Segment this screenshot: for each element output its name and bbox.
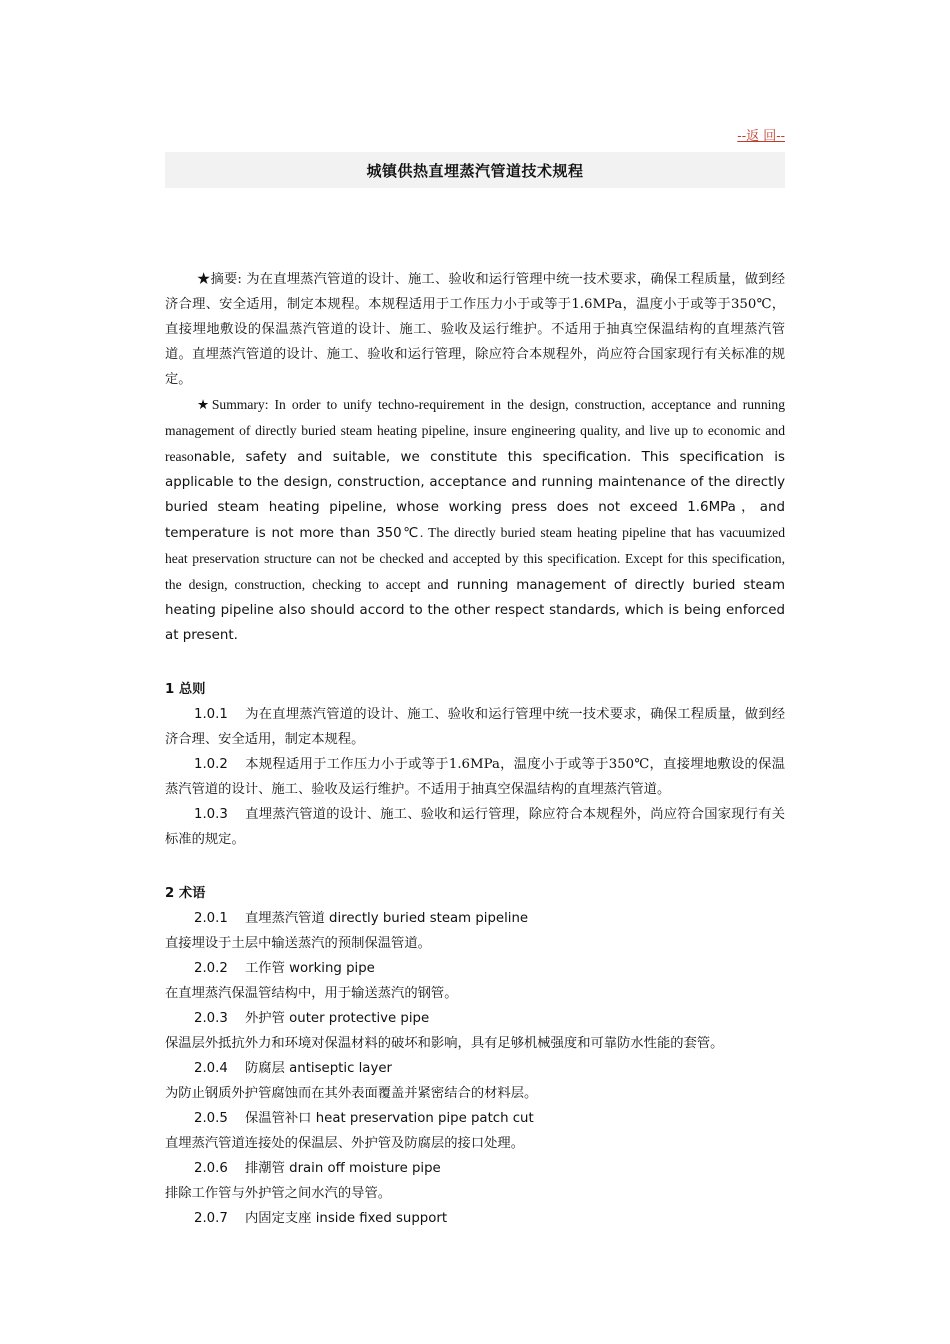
term-definition: 在直埋蒸汽保温管结构中，用于输送蒸汽的钢管。 [165,986,458,1001]
clause-1-0-1 [165,702,785,752]
document-body [165,267,785,1231]
page-title: 城镇供热直埋蒸汽管道技术规程 [366,161,584,180]
term-en: drain off moisture pipe [289,1161,441,1176]
clause-text: 直埋蒸汽管道的设计、施工、验收和运行管理，除应符合本规程外，尚应符合国家现行有关标准的规定。 [165,807,785,847]
abstract-en-part2: nable, safety and suitable, we constitute this specification. This specification is applicable to the design, construction, acceptance and running maintenance of the directly buried steam heating pipeline, whose working press does not exceed 1.6MPa，and temperature is not more than 350℃ [165,450,785,541]
clause-number: 1.0.1 [194,707,228,722]
term-cn: 保温管补口 [245,1111,312,1126]
clause-number: 1.0.3 [194,807,228,822]
term-en: directly buried steam pipeline [329,911,529,926]
abstract-english [165,392,785,648]
term-number: 2.0.2 [194,961,228,976]
term-en: inside fixed support [315,1211,448,1226]
term-definition: 直埋蒸汽管道连接处的保温层、外护管及防腐层的接口处理。 [165,1136,525,1151]
term-cn: 外护管 [245,1011,285,1026]
term-2-0-1 [165,906,785,931]
term-2-0-7 [165,1206,785,1231]
term-en: working pipe [289,961,375,976]
term-cn: 内固定支座 [245,1211,312,1226]
term-2-0-6 [165,1156,785,1181]
term-definition: 排除工作管与外护管之间水汽的导管。 [165,1186,392,1201]
clause-text: 为在直埋蒸汽管道的设计、施工、验收和运行管理中统一技术要求，确保工程质量，做到经济合理、安全适用，制定本规程。 [165,707,785,747]
back-link-row [165,128,785,146]
term-number: 2.0.4 [194,1061,228,1076]
clause-1-0-2 [165,752,785,802]
abstract-en-part1: ★Summary: In order to unify techno-requirement in the design, construction, acceptance and running management of directly buried steam heating pipeline, insure engineering quality, and live up to economic and reaso [165,397,785,464]
term-cn: 排潮管 [245,1161,285,1176]
term-cn: 工作管 [245,961,285,976]
chapter-heading-general: 1 总则 [165,682,206,697]
term-2-0-5 [165,1106,785,1131]
abstract-chinese: ★摘要: 为在直埋蒸汽管道的设计、施工、验收和运行管理中统一技术要求，确保工程质量，做到经济合理、安全适用，制定本规程。本规程适用于工作压力小于或等于1.6MPa，温度小于或等于350℃，直接埋地敷设的保温蒸汽管道的设计、施工、验收及运行维护。不适用于抽真空保温结构的直埋蒸汽管道。直埋蒸汽管道的设计、施工、验收和运行管理，除应符合本规程外，尚应符合国家现行有关标准的规定。 [165,272,785,387]
term-en: heat preservation pipe patch cut [315,1111,534,1126]
term-2-0-4 [165,1056,785,1081]
term-number: 2.0.5 [194,1111,228,1126]
term-en: outer protective pipe [289,1011,430,1026]
term-definition: 为防止钢质外护管腐蚀而在其外表面覆盖并紧密结合的材料层。 [165,1086,538,1101]
clause-text: 本规程适用于工作压力小于或等于1.6MPa，温度小于或等于350℃，直接埋地敷设的保温蒸汽管道的设计、施工、验收及运行维护。不适用于抽真空保温结构的直埋蒸汽管道。 [165,757,785,797]
term-number: 2.0.3 [194,1011,228,1026]
term-2-0-2 [165,956,785,981]
chapter-heading-terms: 2 术语 [165,886,206,901]
term-cn: 直埋蒸汽管道 [245,911,325,926]
term-2-0-3 [165,1006,785,1031]
abstract-en-part3: . The directly buried steam heating pipeline that has vacuumized heat preservation structure can not be checked and accepted by this specification. Except for this specification, the design, construction, checking to accept an [165,525,785,592]
term-number: 2.0.7 [194,1211,228,1226]
term-cn: 防腐层 [245,1061,285,1076]
term-definition: 直接埋设于土层中输送蒸汽的预制保温管道。 [165,936,431,951]
term-number: 2.0.6 [194,1161,228,1176]
term-en: antiseptic layer [289,1061,392,1076]
back-link[interactable]: --返 回-- [737,129,785,144]
term-number: 2.0.1 [194,911,228,926]
clause-1-0-3 [165,802,785,852]
abstract-en-part4: d running management of directly buried steam heating pipeline also should accord to the other respect standards, which is being enforced at present. [165,578,785,643]
term-definition: 保温层外抵抗外力和环境对保温材料的破坏和影响，具有足够机械强度和可靠防水性能的套管。 [165,1036,724,1051]
clause-number: 1.0.2 [194,757,228,772]
title-bar [165,152,785,188]
